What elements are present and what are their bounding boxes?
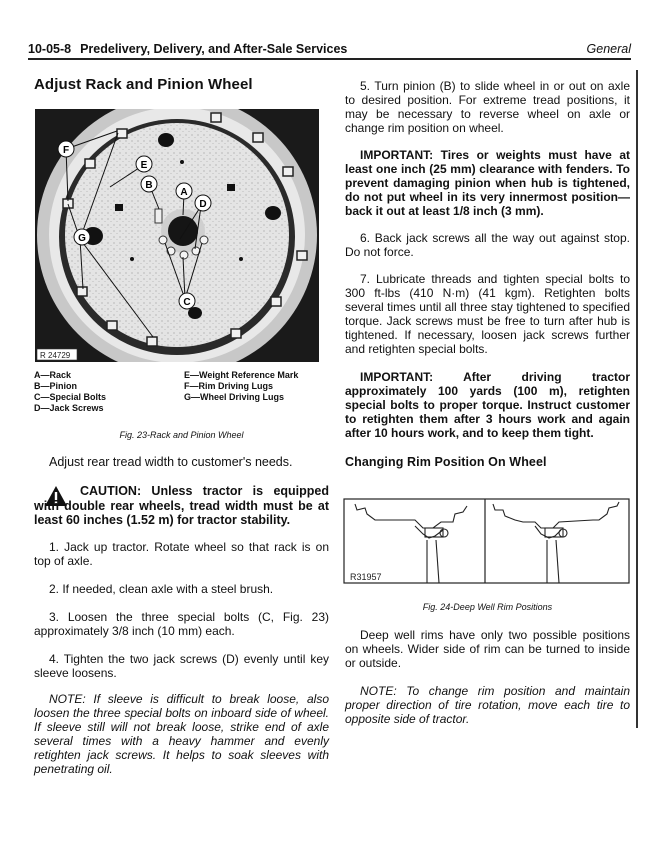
callout-c: [179, 293, 195, 309]
section-title: Adjust Rack and Pinion Wheel: [34, 76, 253, 93]
svg-text:C: C: [183, 297, 191, 308]
step-7: 7. Lubricate threads and tighten special bolts to 300 ft-lbs (410 N·m) (41 kgm). Retighten bolts several times until all three stay tightened to specified torque. Jack screws must be free to turn after hub is tightened. If necessary, loosen jack screws further and retighten special bolts.: [345, 272, 630, 356]
caution-text: CAUTION: Unless tractor is equipped with double rear wheels, tread width must be at least 60 inches (1.52 m) for tractor stability.: [34, 484, 329, 527]
step-1: 1. Jack up tractor. Rotate wheel so that rack is on top of axle.: [34, 540, 329, 568]
header-title: Predelivery, Delivery, and After-Sale Services: [80, 42, 348, 56]
step-5: 5. Turn pinion (B) to slide wheel in or out on axle to desired position. For extreme tread positions, it may be necessary to reverse wheel on axle or change rim position on wheel.: [345, 79, 630, 135]
legend-item: F—Rim Driving Lugs: [184, 381, 274, 391]
subsection-title: Changing Rim Position On Wheel: [345, 455, 547, 469]
note-sleeve: NOTE: If sleeve is difficult to break loose, also loosen the three special bolts on inboard side of wheel. If sleeve still will not break loose, strike end of axle several times with a heavy hammer and evenly retighten jack screws. It helps to soak sleeves with penetrating oil.: [34, 692, 329, 776]
rack-pinion-wheel-photo: [35, 109, 319, 362]
header-left: [28, 42, 347, 56]
step-3: 3. Loosen the three special bolts (C, Fig. 23) approximately 3/8 inch (10 mm) each.: [34, 610, 329, 638]
important-clearance: IMPORTANT: Tires or weights must have at least one inch (25 mm) clearance with fenders. To prevent damaging pinion when hub is tightened, do not put wheel in its very innermost position—back it out at least 1/8 inch (3 mm).: [345, 148, 630, 218]
legend-item: G—Wheel Driving Lugs: [184, 392, 285, 402]
rim-positions-illustration: [343, 498, 630, 584]
legend-item: D—Jack Screws: [34, 403, 104, 413]
step-6: 6. Back jack screws all the way out against stop. Do not force.: [345, 231, 630, 259]
callout-d: [195, 195, 211, 211]
note-rim-position: NOTE: To change rim position and maintain proper direction of tire rotation, move each tire to opposite side of tractor.: [345, 684, 630, 726]
svg-text:F: F: [62, 145, 70, 156]
svg-text:R 24729: R 24729: [40, 351, 71, 360]
callout-a: [176, 183, 192, 199]
important-retighten: IMPORTANT: After driving tractor approximately 100 yards (100 m), retighten special bolts to proper torque. Instruct customer to retighten them after 3 hours work and again after 10 hours work, and to keep them tight.: [345, 370, 630, 440]
svg-text:B: B: [145, 180, 153, 191]
section-number: 10-05-8: [28, 42, 72, 56]
svg-text:E: E: [140, 160, 148, 171]
revision-change-bar: [636, 70, 638, 728]
callout-f: [58, 141, 74, 157]
figure-23-caption: Fig. 23-Rack and Pinion Wheel: [119, 430, 244, 440]
header-rule: [28, 58, 631, 60]
figure-23-legend-left: [34, 370, 106, 414]
deep-well-rim-diagram: [343, 498, 630, 584]
legend-item: A—Rack: [34, 370, 72, 380]
step-2: 2. If needed, clean axle with a steel brush.: [49, 582, 274, 596]
svg-text:A: A: [180, 187, 188, 198]
step-4: 4. Tighten the two jack screws (D) evenly until key sleeve loosens.: [34, 652, 329, 680]
callout-e: [136, 156, 152, 172]
legend-item: E—Weight Reference Mark: [184, 370, 299, 380]
intro-text: Adjust rear tread width to customer's needs.: [49, 455, 293, 469]
callout-b: [141, 176, 157, 192]
svg-text:G: G: [78, 233, 86, 244]
figure-24-caption: Fig. 24-Deep Well Rim Positions: [422, 602, 553, 612]
header-category: General: [586, 42, 631, 56]
callout-g: [74, 229, 90, 245]
deep-well-rims-text: Deep well rims have only two possible positions on wheels. Wider side of rim can be turned to inside or outside.: [345, 628, 630, 670]
figure-23-legend-right: [184, 370, 298, 403]
wheel-illustration: [35, 109, 319, 362]
figure-24-id: R31957: [350, 572, 382, 582]
legend-item: B—Pinion: [34, 381, 77, 391]
svg-text:D: D: [199, 199, 207, 210]
page-header: [28, 42, 631, 58]
legend-item: C—Special Bolts: [34, 392, 107, 402]
